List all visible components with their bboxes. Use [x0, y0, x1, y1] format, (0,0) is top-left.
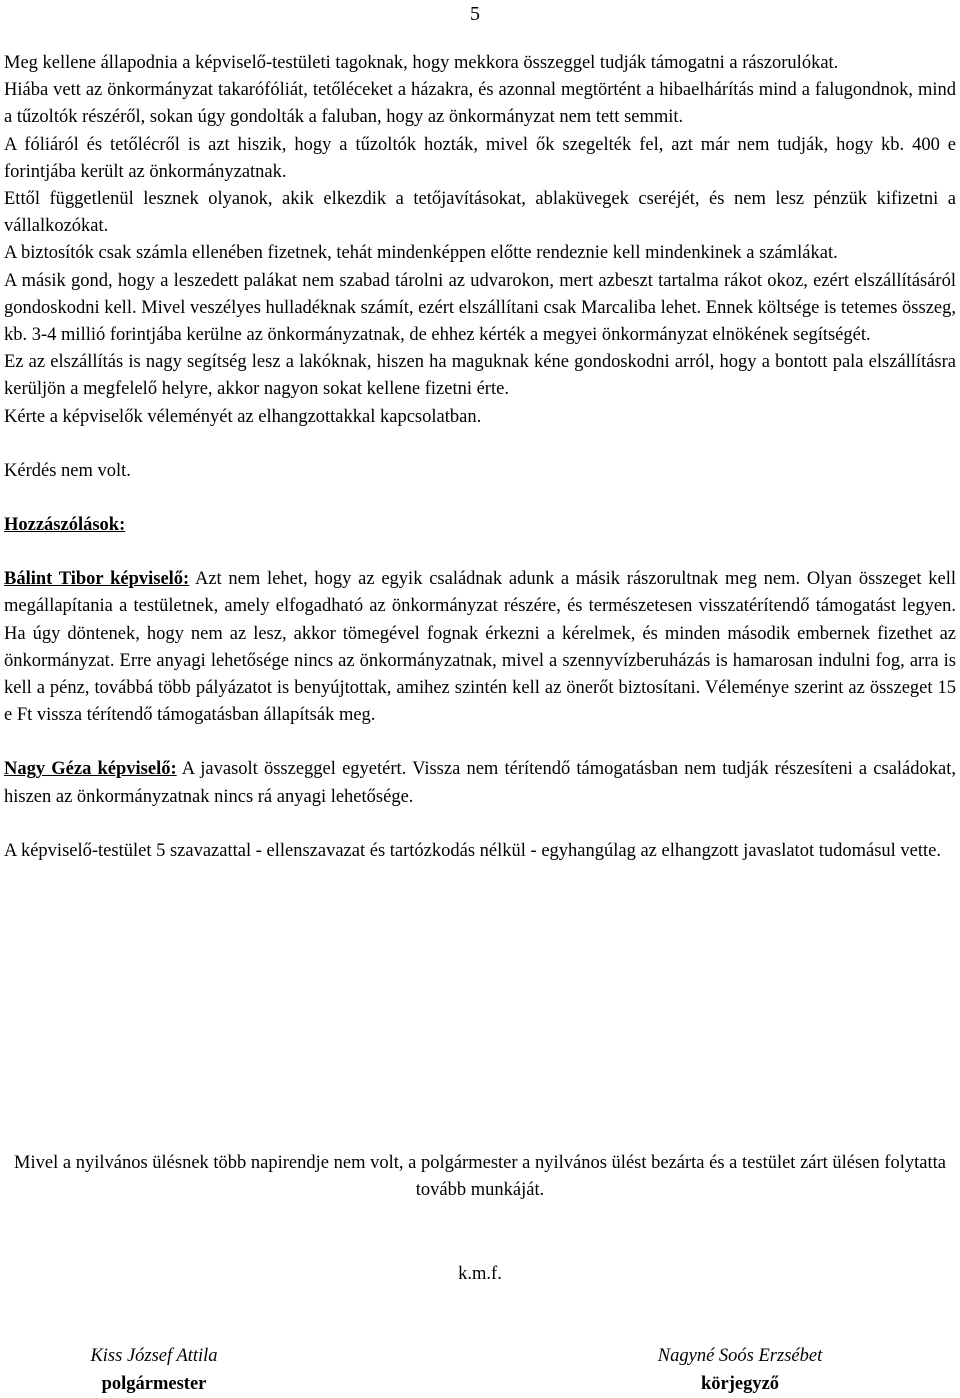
speaker-name: Nagy Géza képviselő:	[4, 759, 177, 780]
signature-block-mayor	[4, 1342, 304, 1398]
paragraph: Ettől függetlenül lesznek olyanok, akik elkezdik a tetőjavításokat, ablaküvegek cseréjét, és nem lesz pénzük kifizetni a vállalkozókat.	[4, 189, 956, 237]
comment-text: Azt nem lehet, hogy az egyik családnak adunk a másik rászorultnak meg nem. Olyan összeget kell megállapítania a testületnek, amely elfogadható az önkormányzat részére, és természetesen visszatérítendő támogatást legyen. Ha úgy döntenek, hogy nem az lesz, akkor tömegével fognak érkezni a kérelmek, és minden második embernek fizethet az önkormányzat. Erre anyagi lehetősége nincs az önkormányzatnak, mivel a szennyvízberuházás is hamarosan indulni fog, arra is kell a pénz, továbbá több pályázatot is benyújtottak, amihez szintén kell az önerőt biztosítani. Véleménye szerint az összeget 15 e Ft vissza térítendő támogatásban állapítsák meg.	[4, 569, 957, 726]
paragraph: Kérte a képviselők véleményét az elhangzottakkal kapcsolatban.	[4, 406, 482, 427]
paragraph: Ez az elszállítás is nagy segítség lesz a lakóknak, hiszen ha maguknak kéne gondoskodni arról, hogy a bontott pala elszállításra kerüljön a megfelelő helyre, akkor nagyon sokat kellene fizetni érte.	[4, 352, 956, 400]
comments-heading: Hozzászólások:	[4, 515, 126, 536]
closing-statement: Mivel a nyilvános ülésnek több napirendje nem volt, a polgármester a nyilvános ülést bezárta és a testület zárt ülésen folytatta tovább munkáját.	[14, 1153, 946, 1201]
spacer	[4, 539, 956, 566]
spacer	[4, 729, 956, 756]
page-number: 5	[470, 3, 480, 25]
signatory-title: polgármester	[101, 1374, 207, 1394]
paragraph: Meg kellene állapodnia a képviselő-testületi tagoknak, hogy mekkora összeggel tudják támogatni a rászorulókat.	[4, 53, 839, 73]
paragraph: A másik gond, hogy a leszedett palákat nem szabad tárolni az udvarokon, mert azbeszt tartalma rákot okoz, ezért elszállításáról gondoskodni kell. Mivel veszélyes hulladéknak számít, ezért elszállítani csak Marcaliba lehet. Ennek költsége is tetemes összeg, kb. 3-4 millió forintjába kerülne az önkormányzatnak, de ehhez kérték a megyei önkormányzat elnökének segítségét.	[4, 270, 956, 346]
paragraph: Hiába vett az önkormányzat takarófóliát, tetőléceket a házakra, és azonnal megtörtént a hibaelhárítás mind a falugondnok, mind a tűzoltók részéről, sokan úgy gondolták a faluban, hogy az önkormányzat nem tett semmit.	[4, 80, 956, 128]
speaker-name: Bálint Tibor képviselő:	[4, 569, 190, 590]
signatory-name: Nagyné Soós Erzsébet	[657, 1346, 823, 1366]
signatory-name: Kiss József Attila	[90, 1346, 218, 1366]
resolution: A képviselő-testület 5 szavazattal - ellenszavazat és tartózkodás nélkül - egyhangúlag az elhangzott javaslatot tudomásul vette.	[4, 840, 941, 861]
spacer	[4, 431, 956, 458]
signature-block-notary	[590, 1342, 890, 1398]
comment-entry	[4, 756, 956, 810]
comment-text: A javasolt összeggel egyetért. Vissza nem térítendő támogatásban nem tudják részesíteni a családokat, hiszen az önkormányzatnak nincs rá anyagi lehetősége.	[4, 759, 956, 807]
comment-entry	[4, 566, 956, 729]
spacer	[4, 811, 956, 838]
spacer	[4, 485, 956, 512]
kmf-mark: k.m.f.	[458, 1264, 502, 1284]
signatory-title: körjegyző	[700, 1374, 780, 1394]
paragraph: A fóliáról és tetőlécről is azt hiszik, hogy a tűzoltók hozták, mivel ők szegelték fel, azt már nem tudják, hogy kb. 400 e forintjába került az önkormányzatnak.	[4, 134, 956, 182]
no-question-note: Kérdés nem volt.	[4, 460, 131, 481]
document-body	[4, 50, 956, 865]
paragraph: A biztosítók csak számla ellenében fizetnek, tehát mindenképpen előtte rendeznie kell mindenkinek a számlákat.	[4, 243, 838, 264]
